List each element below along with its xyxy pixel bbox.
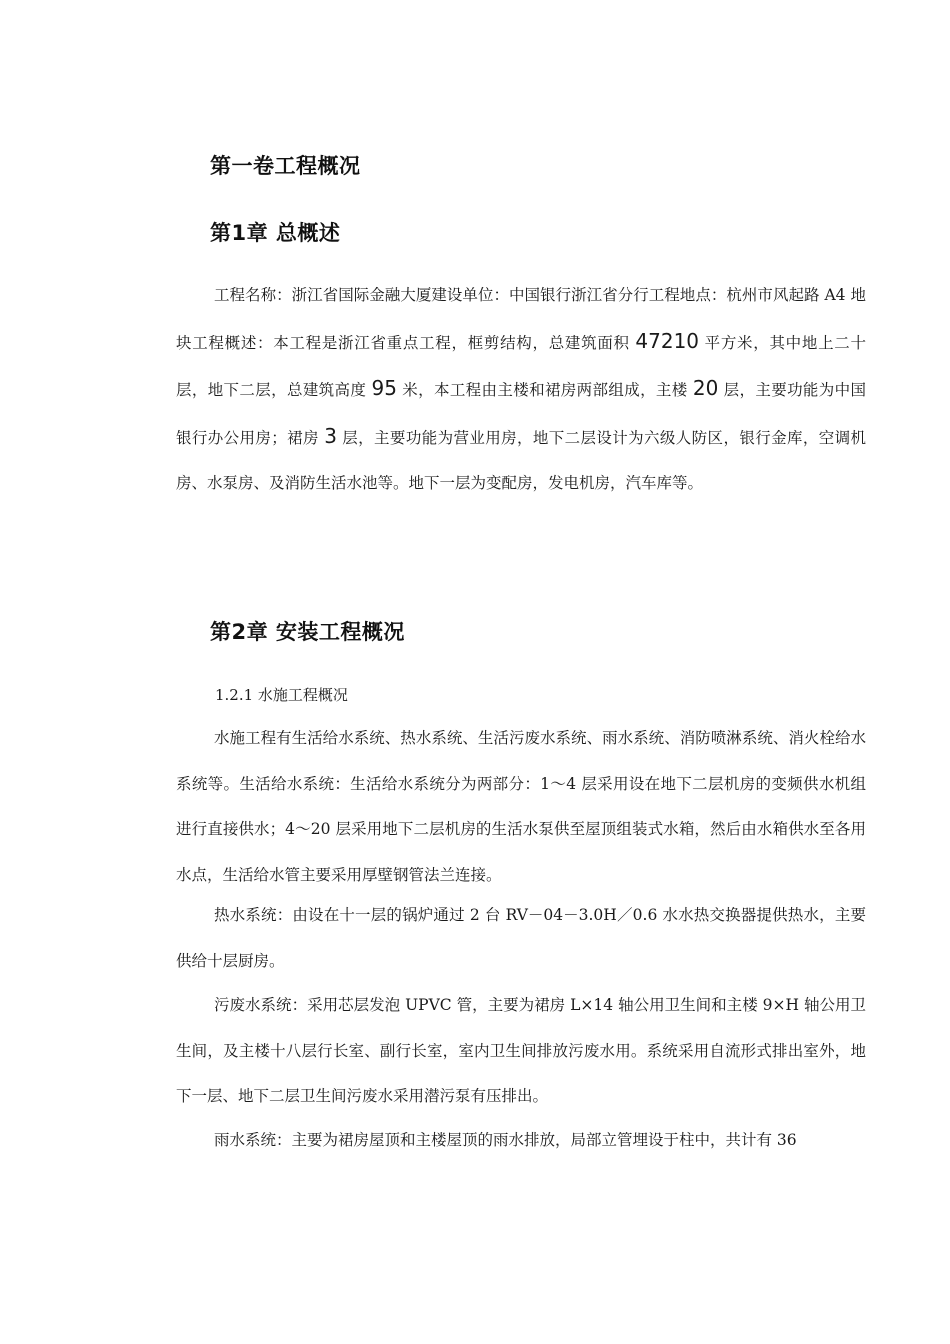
overview-text-2: 平方米，其中地上二十层，地下二层，总建筑高度: [176, 333, 866, 399]
rainwater-paragraph: 雨水系统：主要为裙房屋顶和主楼屋顶的雨水排放，局部立管埋设于柱中，共计有 36: [214, 1131, 797, 1149]
section-1-2-1-heading: 1.2.1 水施工程概况: [215, 686, 348, 704]
chapter-2-title: 第2章 安装工程概况: [210, 620, 405, 644]
water-systems-paragraph: 水施工程有生活给水系统、热水系统、生活污废水系统、雨水系统、消防喷淋系统、消火栓给水系统等。生活给水系统：生活给水系统分为两部分：1～4 层采用设在地下二层机房的变频供水机组进行直接供水；4～20 层采用地下二层机房的生活水泵供至屋顶组装式水箱，然后由水箱供水至各用水点，生活给水管主要采用厚壁钢管法兰连接。: [176, 729, 866, 884]
overview-text-5: 层，主要功能为营业用房，地下二层设计为六级人防区，银行金库，空调机房、水泵房、及消防生活水池等。地下一层为变配房，发电机房，汽车库等。: [176, 428, 866, 492]
building-height-value: 95: [371, 376, 397, 400]
main-tower-floors-value: 20: [692, 376, 719, 400]
hot-water-paragraph: 热水系统：由设在十一层的锅炉通过 2 台 RV－04－3.0H／0.6 水水热交换器提供热水，主要供给十层厨房。: [176, 906, 866, 970]
overview-text-1: 工程名称：浙江省国际金融大厦建设单位：中国银行浙江省分行工程地点：杭州市风起路 A4 地块工程概述：本工程是浙江省重点工程，框剪结构，总建筑面积: [176, 286, 866, 352]
volume-title: 第一卷工程概况: [210, 154, 361, 178]
sewage-paragraph: 污废水系统：采用芯层发泡 UPVC 管，主要为裙房 L×14 轴公用卫生间和主楼 9×H 轴公用卫生间，及主楼十八层行长室、副行长室，室内卫生间排放污废水用。系统采用自流形式排出室外，地下一层、地下二层卫生间污废水采用潜污泵有压排出。: [176, 996, 866, 1105]
overview-text-3: 米，本工程由主楼和裙房两部组成，主楼: [396, 381, 693, 399]
chapter-1-overview-paragraph: [176, 273, 866, 507]
chapter-1-title: 第1章 总概述: [210, 221, 341, 245]
building-area-value: 47210: [635, 328, 700, 353]
overview-text-4: 层，主要功能为中国银行办公用房；裙房: [176, 381, 866, 447]
podium-floors-value: 3: [324, 423, 337, 448]
